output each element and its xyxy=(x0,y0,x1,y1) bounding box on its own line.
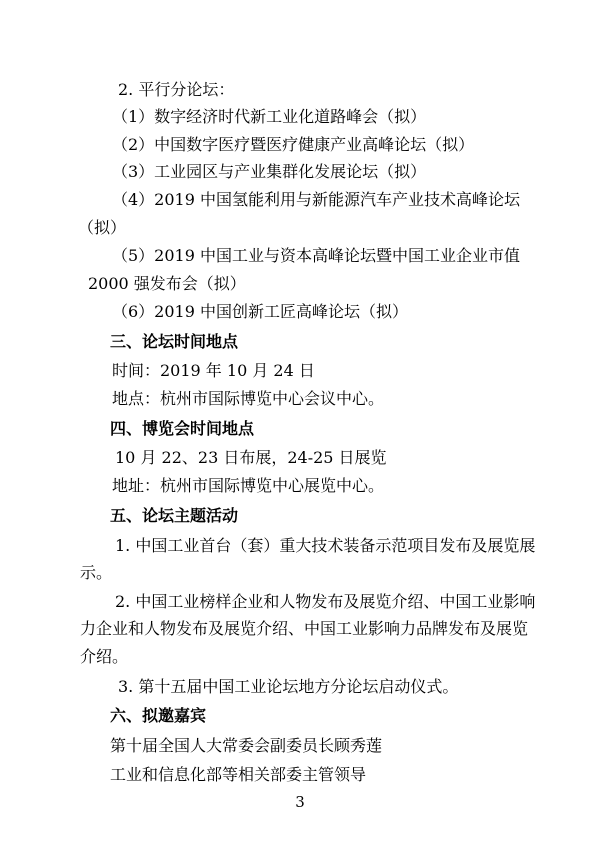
activity-1-continued: 示。 xyxy=(80,563,113,582)
forum-item-5-continued: 2000 强发布会（拟） xyxy=(88,274,246,293)
activity-1: 1. 中国工业首台（套）重大技术装备示范项目发布及展览展 xyxy=(115,536,536,555)
forum-place: 地点：杭州市国际博览中心会议中心。 xyxy=(112,389,385,408)
forum-item-5: （5）2019 中国工业与资本高峰论坛暨中国工业企业市值 xyxy=(112,246,520,265)
section-heading-theme-activities: 五、论坛主题活动 xyxy=(110,506,239,525)
guest-1: 第十届全国人大常委会副委员长顾秀莲 xyxy=(110,736,383,755)
forum-item-4: （4）2019 中国氢能利用与新能源汽车产业技术高峰论坛 xyxy=(112,190,520,209)
forum-item-1: （1）数字经济时代新工业化道路峰会（拟） xyxy=(112,107,427,126)
activity-2-continued: 力企业和人物发布及展览介绍、中国工业影响力品牌发布及展览 xyxy=(80,619,529,638)
section-heading-invited-guests: 六、拟邀嘉宾 xyxy=(110,706,207,725)
activity-2: 2. 中国工业榜样企业和人物发布及展览介绍、中国工业影响 xyxy=(115,592,536,611)
expo-schedule: 10 月 22、23 日布展，24-25 日展览 xyxy=(115,448,387,467)
forum-item-4-continued: （拟） xyxy=(78,218,127,237)
activity-3: 3. 第十五届中国工业论坛地方分论坛启动仪式。 xyxy=(118,677,459,696)
forum-item-3: （3）工业园区与产业集群化发展论坛（拟） xyxy=(112,162,427,181)
forum-item-2: （2）中国数字医疗暨医疗健康产业高峰论坛（拟） xyxy=(112,135,475,154)
forum-time: 时间：2019 年 10 月 24 日 xyxy=(112,361,315,380)
guest-2: 工业和信息化部等相关部委主管领导 xyxy=(110,765,367,784)
subsection-title-parallel-forums: 2. 平行分论坛： xyxy=(118,80,235,99)
section-heading-expo-time-place: 四、博览会时间地点 xyxy=(110,419,255,438)
activity-2-end: 介绍。 xyxy=(80,647,129,666)
forum-item-6: （6）2019 中国创新工匠高峰论坛（拟） xyxy=(112,302,408,321)
expo-address: 地址：杭州市国际博览中心展览中心。 xyxy=(112,476,385,495)
section-heading-forum-time-place: 三、论坛时间地点 xyxy=(110,332,239,351)
page-number: 3 xyxy=(295,793,305,811)
